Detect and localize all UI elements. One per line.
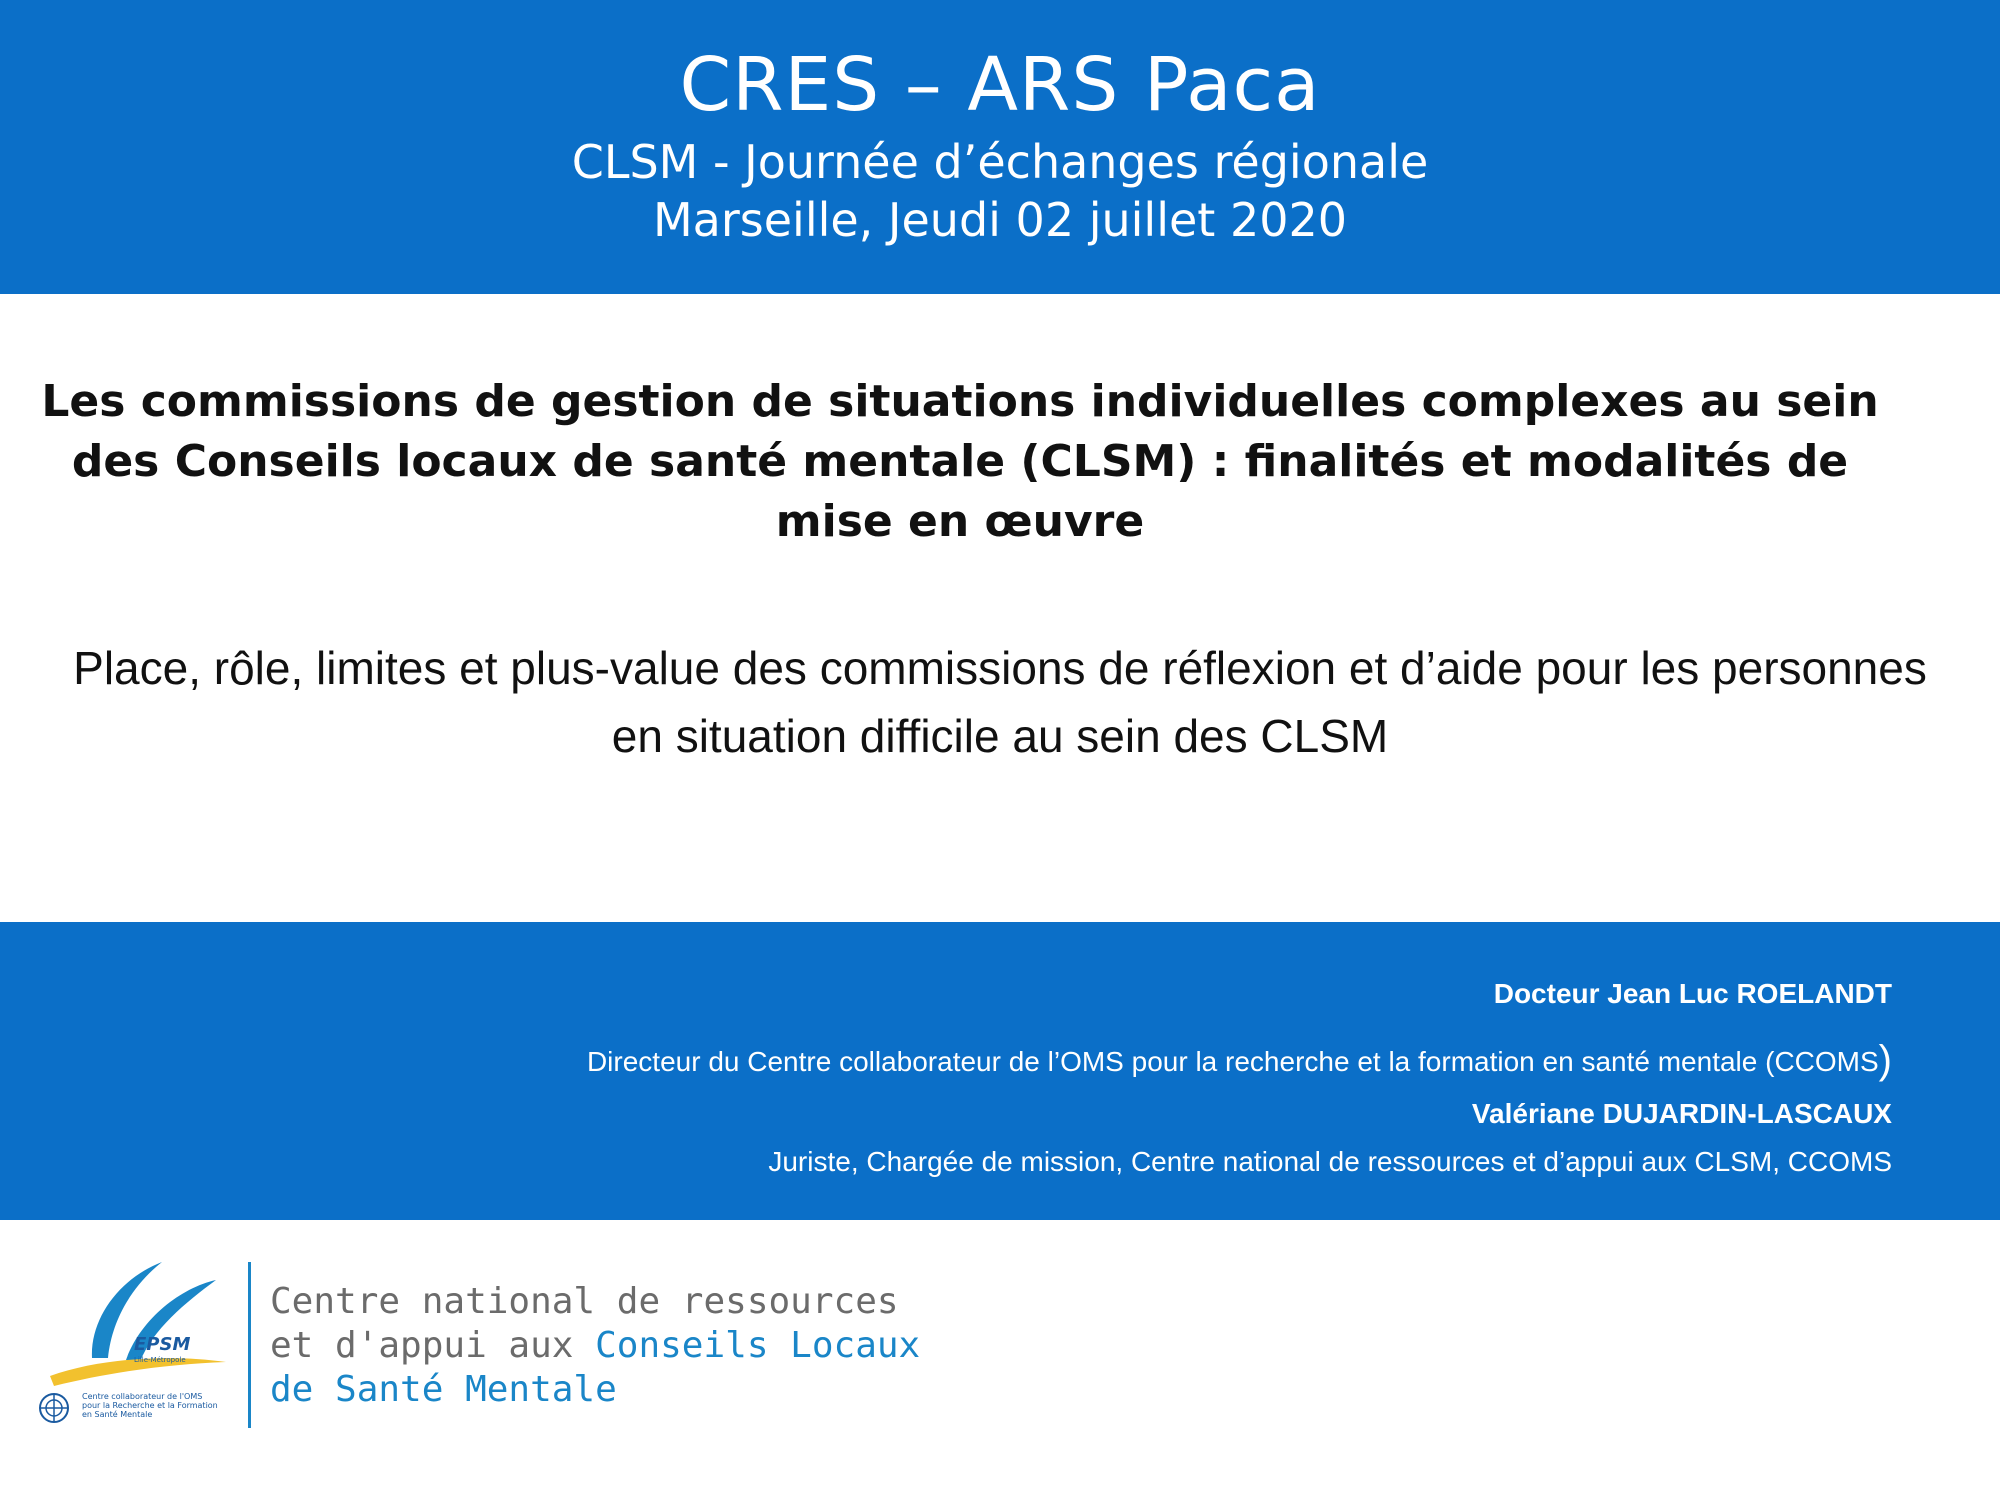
epsm-label: EPSM xyxy=(134,1334,191,1355)
speaker-2-role: Juriste, Chargée de mission, Centre national de ressources et d’appui aux CLSM, CCOMS xyxy=(768,1146,1892,1177)
logo-text-line2-accent: Conseils Locaux xyxy=(595,1325,921,1366)
who-caption: Centre collaborateur de l'OMS pour la Recherche et la Formation en Santé Mentale xyxy=(82,1392,218,1419)
logo-text xyxy=(270,1280,920,1412)
header-banner xyxy=(0,0,2000,294)
header-subtitle-date: Marseille, Jeudi 02 juillet 2020 xyxy=(652,193,1348,247)
speaker-1-role-suffix: ) xyxy=(1878,1038,1892,1082)
speaker-1-name: Docteur Jean Luc ROELANDT xyxy=(1493,978,1892,1009)
footer-logo xyxy=(30,1258,921,1438)
speaker-1-role xyxy=(586,1038,1892,1082)
epsm-sublabel: Lille-Métropole xyxy=(134,1356,186,1364)
logo-text-line3: de Santé Mentale xyxy=(270,1369,617,1410)
logo-divider xyxy=(248,1262,251,1428)
header-subtitle-event: CLSM - Journée d’échanges régionale xyxy=(571,135,1429,189)
logo-text-line2 xyxy=(270,1324,920,1368)
who-emblem-icon xyxy=(40,1394,68,1422)
presentation-subtitle: Place, rôle, limites et plus-value des commissions de réflexion et d’aide pour les personnes en situation difficile au sein des CLSM xyxy=(73,642,1927,762)
speaker-1-role-text: Directeur du Centre collaborateur de l’OMS pour la recherche et la formation en santé mentale (CCOMS xyxy=(586,1046,1879,1077)
logo-text-line2-plain: et d'appui aux xyxy=(270,1325,596,1366)
speakers-banner xyxy=(0,922,2000,1220)
speaker-2-name: Valériane DUJARDIN-LASCAUX xyxy=(1471,1098,1892,1129)
header-title: CRES – ARS Paca xyxy=(679,42,1321,128)
logo-text-line1: Centre national de ressources xyxy=(270,1281,899,1322)
presentation-title: Les commissions de gestion de situations individuelles complexes au sein des Conseils locaux de santé mentale (CLSM) : finalités et modalités de mise en œuvre xyxy=(41,376,1879,547)
